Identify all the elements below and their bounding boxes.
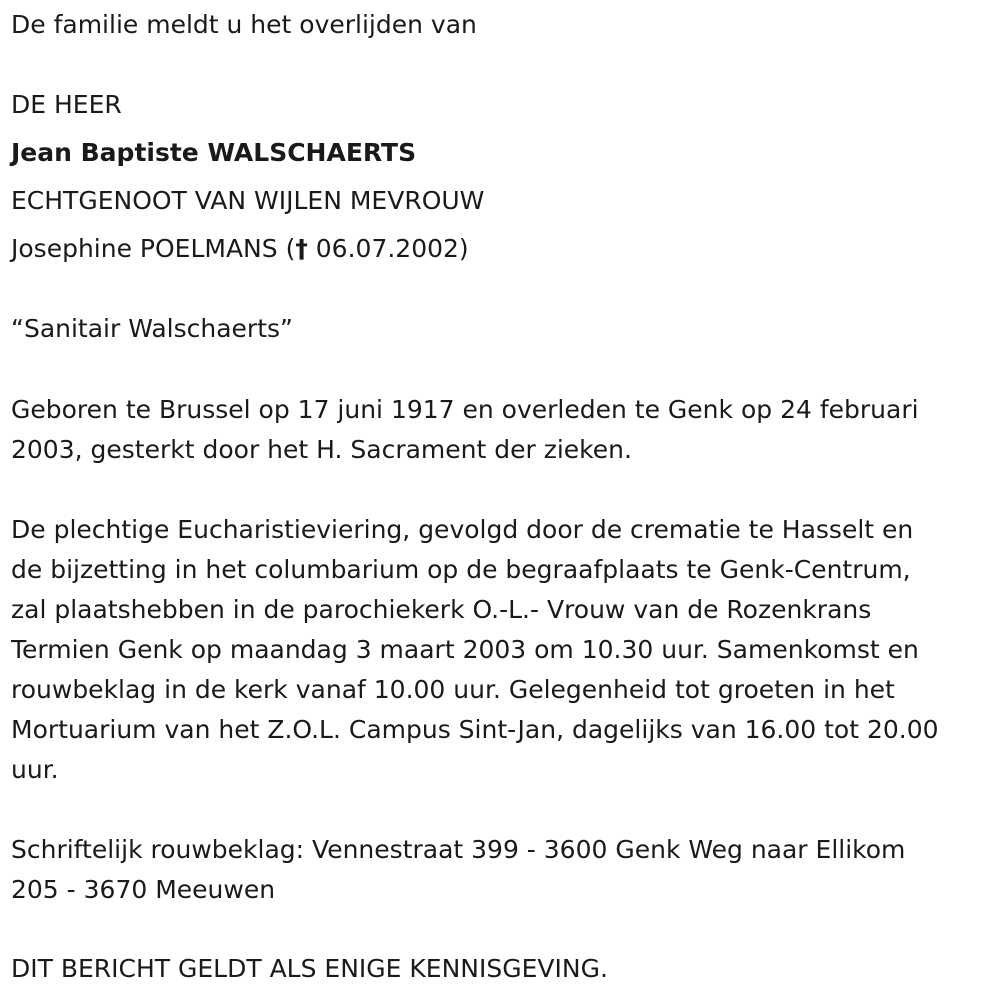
honorific: DE HEER xyxy=(11,90,122,119)
paragraph-line: rouwbeklag in de kerk vanaf 10.00 uur. Gelegenheid tot groeten in het xyxy=(11,675,895,704)
paragraph-line: uur. xyxy=(11,755,59,784)
paragraph-line: zal plaatshebben in de parochiekerk O.-L.- Vrouw van de Rozenkrans xyxy=(11,595,872,624)
intro-text: De familie meldt u het overlijden van xyxy=(11,10,477,39)
spouse-line xyxy=(11,234,469,264)
paragraph-line: 2003, gesterkt door het H. Sacrament der zieken. xyxy=(11,435,632,464)
spouse-title: ECHTGENOOT VAN WIJLEN MEVROUW xyxy=(11,186,485,215)
paragraph-line: Geboren te Brussel op 17 juni 1917 en overleden te Genk op 24 februari xyxy=(11,395,919,424)
deceased-name: Jean Baptiste WALSCHAERTS xyxy=(11,138,417,167)
business-name: “Sanitair Walschaerts” xyxy=(11,314,293,343)
spouse-name: Josephine POELMANS ( xyxy=(11,234,296,263)
cross-icon: † xyxy=(295,234,308,263)
ceremony-paragraph xyxy=(11,510,996,790)
birth-death-paragraph xyxy=(11,390,996,470)
spouse-death-date: 06.07.2002) xyxy=(307,234,469,263)
paragraph-line: Mortuarium van het Z.O.L. Campus Sint-Jan, dagelijks van 16.00 tot 20.00 xyxy=(11,715,939,744)
paragraph-line: 205 - 3670 Meeuwen xyxy=(11,875,276,904)
paragraph-line: de bijzetting in het columbarium op de begraafplaats te Genk-Centrum, xyxy=(11,555,911,584)
condolence-paragraph xyxy=(11,830,996,910)
paragraph-line: De plechtige Eucharistieviering, gevolgd door de crematie te Hasselt en xyxy=(11,515,914,544)
closing-statement: DIT BERICHT GELDT ALS ENIGE KENNISGEVING. xyxy=(11,954,608,983)
paragraph-line: Termien Genk op maandag 3 maart 2003 om 10.30 uur. Samenkomst en xyxy=(11,635,919,664)
paragraph-line: Schriftelijk rouwbeklag: Vennestraat 399 - 3600 Genk Weg naar Ellikom xyxy=(11,835,906,864)
